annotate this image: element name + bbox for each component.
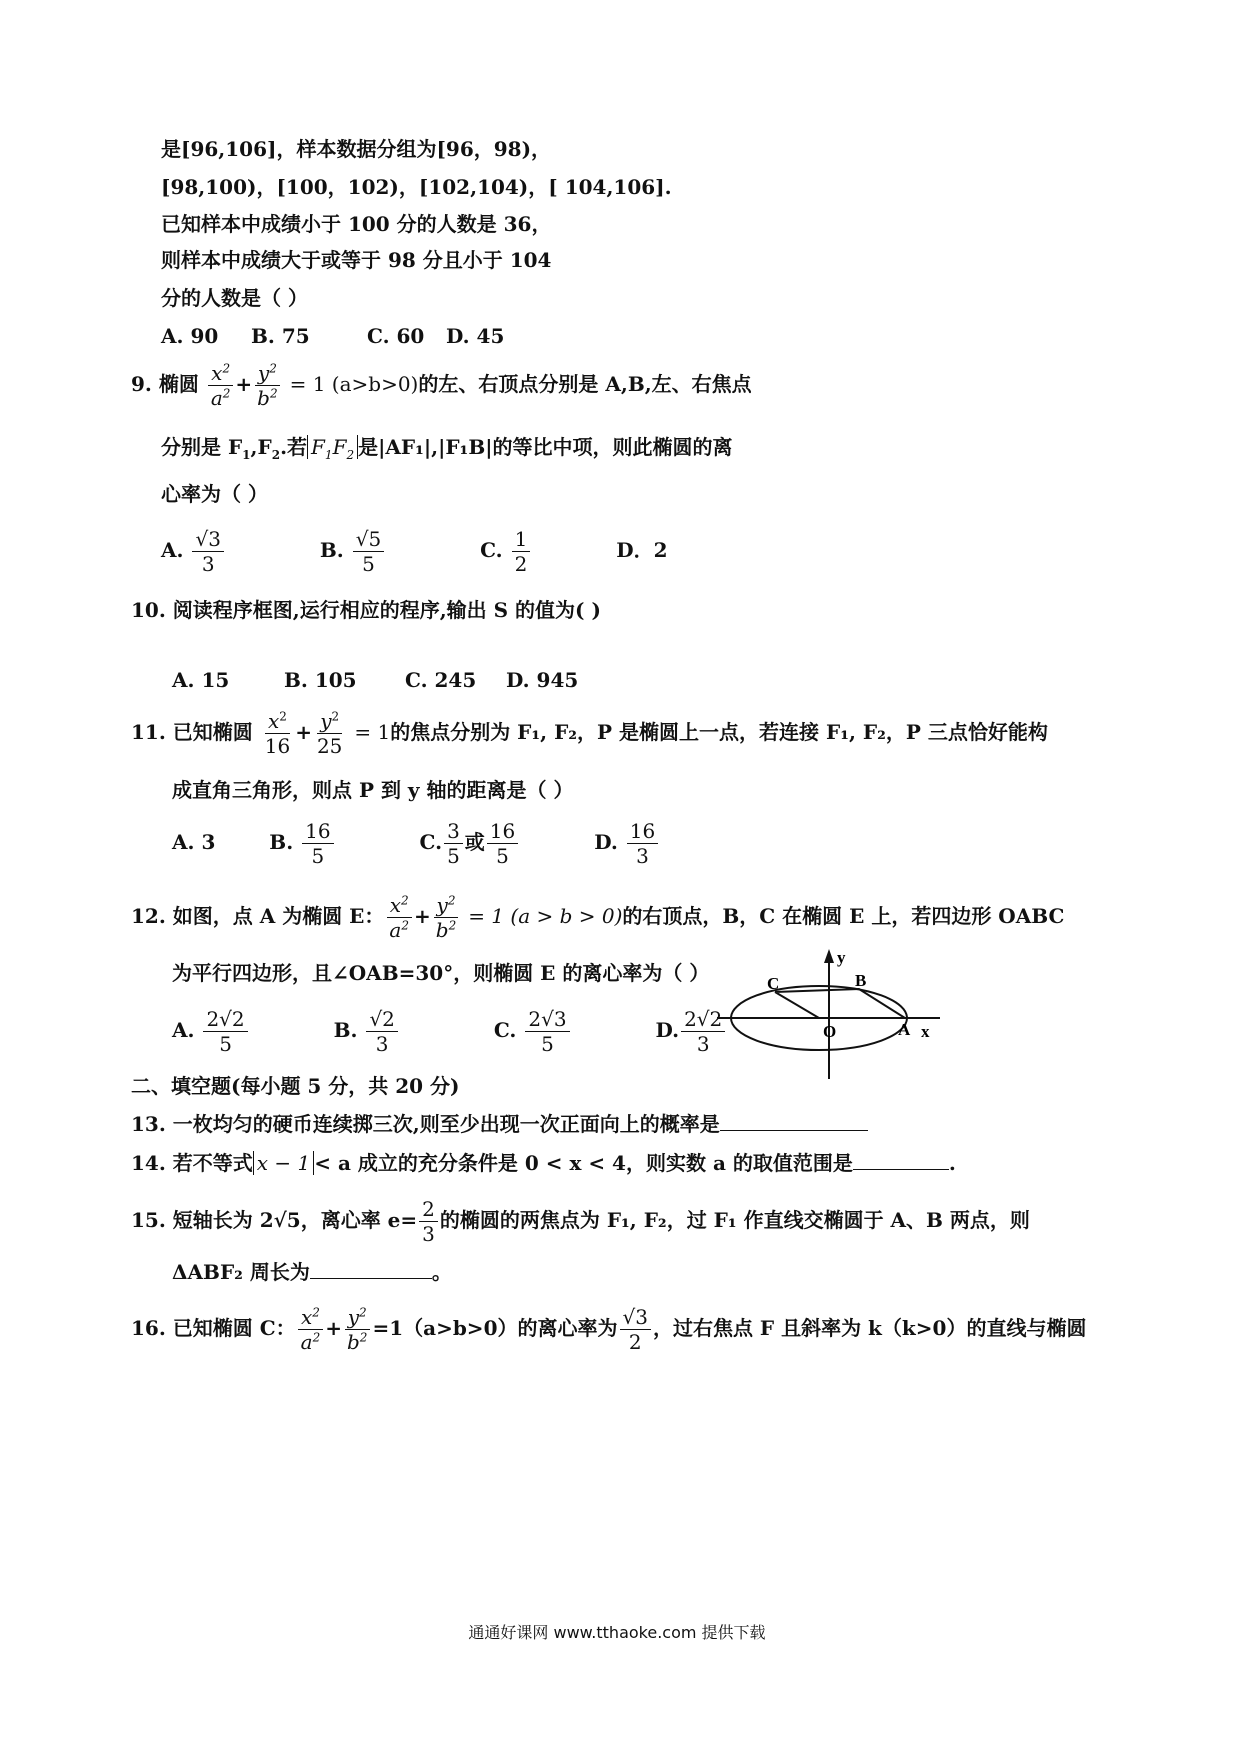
q11-options — [172, 820, 660, 867]
q8-line1: 是[96,106]，样本数据分组为[96，98)， — [161, 137, 552, 161]
q9-lead: 椭圆 — [158, 372, 199, 396]
q11-option-c-value1: $\frac{3}{5}$ — [444, 820, 463, 867]
q12-number: 12. — [131, 904, 166, 928]
q9-frac-y: $\frac{y^2}{b^2}$ — [254, 362, 280, 409]
q11-tail: 的焦点分别为 F₁, F₂，P 是椭圆上一点，若连接 F₁, F₂，P 三点恰好能构 — [390, 720, 1048, 744]
q16-e-value: $\frac{√3}{2}$ — [620, 1306, 651, 1353]
q16-line1: 16. 已知椭圆 C： $\frac{x^2}{a^2}$ + $\frac{y^2}{b^2}$ =1（a>b>0）的离心率为 $\frac{√3}{2}$ ，过右焦点 F 且斜率为 k（k>0）的直线与椭圆 — [131, 1305, 1087, 1354]
q9-abs-f1f2: $F_1F_2$ — [307, 435, 358, 459]
q8-line5: 分的人数是（ ） — [161, 286, 308, 310]
q11-frac-x: $\frac{x^2}{16}$ — [264, 709, 291, 758]
parallelogram-oabc — [775, 989, 905, 1018]
q16-eq: =1（a>b>0）的离心率为 — [372, 1316, 618, 1340]
q11-option-c: C. — [419, 830, 443, 854]
q11-line1: 11. 已知椭圆 $\frac{x^2}{16}$ + $\frac{y^2}{25}$ = 1的焦点分别为 F₁, F₂，P 是椭圆上一点，若连接 F₁, F₂，P 三点恰好能构 — [131, 709, 1048, 758]
q10-option-d: D. 945 — [506, 668, 579, 692]
q13-line — [131, 1114, 868, 1134]
page-footer: 通通好课网 www.tthaoke.com 提供下载 — [468, 1623, 766, 1642]
q15-mid: ，离心率 e= — [300, 1208, 418, 1232]
label-o: O — [823, 1022, 837, 1041]
q11-lead: 已知椭圆 — [172, 720, 253, 744]
q12-line1: 12. 如图，点 A 为椭圆 E： $\frac{x^2}{a^2}$ + $\frac{y^2}{b^2}$ = 1 (a > b > 0)的右顶点，B，C 在椭圆 E 上，若四边形 OABC — [131, 893, 1065, 942]
q14-answer-blank[interactable] — [853, 1169, 949, 1170]
q14-lead: 14. 若不等式 — [131, 1151, 253, 1175]
q16-tail: ，过右焦点 F 且斜率为 k（k>0）的直线与椭圆 — [652, 1316, 1087, 1340]
q11-option-d-value: $\frac{16}{3}$ — [627, 820, 658, 867]
q12-tail: 的右顶点，B，C 在椭圆 E 上，若四边形 OABC — [622, 904, 1065, 928]
q9-option-c: C. — [480, 538, 503, 562]
q15-lead: 15. 短轴长为 2 — [131, 1208, 274, 1232]
q10-option-c: C. 245 — [405, 668, 477, 692]
q11-option-b-value: $\frac{16}{5}$ — [302, 820, 333, 867]
q9-tail: 的左、右顶点分别是 A,B,左、右焦点 — [418, 372, 752, 396]
q9-line2-tail: 是|AF₁|,|F₁B|的等比中项，则此椭圆的离 — [358, 435, 733, 459]
q8-option-b: B. 75 — [251, 324, 310, 348]
q12-frac-x: $\frac{x^2}{a^2}$ — [386, 894, 412, 941]
q14-line — [131, 1153, 956, 1173]
y-axis-arrow — [824, 949, 834, 963]
q16-frac-x: $\frac{x^2}{a^2}$ — [298, 1306, 324, 1353]
q11-frac-y: $\frac{y^2}{25}$ — [316, 709, 343, 758]
label-x: x — [921, 1022, 930, 1041]
q15-line1: 15. 短轴长为 2√5，离心率 e= $\frac{2}{3}$ 的椭圆的两焦点为 F₁, F₂，过 F₁ 作直线交椭圆于 A、B 两点，则 — [131, 1197, 1030, 1246]
label-a: A — [898, 1020, 911, 1039]
q16-frac-y: $\frac{y^2}{b^2}$ — [344, 1306, 370, 1353]
q16-lead: 16. 已知椭圆 C： — [131, 1316, 296, 1340]
q12-option-c: C. — [493, 1018, 517, 1042]
q11-option-d: D. — [594, 830, 618, 854]
q12-frac-y: $\frac{y^2}{b^2}$ — [433, 894, 459, 941]
q9-number: 9. — [131, 372, 152, 396]
q15-answer-blank[interactable] — [310, 1278, 432, 1279]
q9-option-b-value: $\frac{√5}{5}$ — [353, 528, 384, 575]
q10-option-a: A. 15 — [172, 668, 230, 692]
q9-option-a-value: $\frac{√3}{3}$ — [192, 528, 223, 575]
q15-tail: 的椭圆的两焦点为 F₁, F₂，过 F₁ 作直线交椭圆于 A、B 两点，则 — [439, 1208, 1030, 1232]
q12-line2: 为平行四边形，且∠OAB=30°，则椭圆 E 的离心率为（ ） — [172, 961, 710, 985]
q14-end: . — [948, 1151, 956, 1175]
q11-option-a: A. 3 — [172, 830, 216, 854]
q14-mid: < a 成立的充分条件是 0 < x < 4，则实数 a 的取值范围是 — [314, 1151, 853, 1175]
q9-line2: 分别是 $F_1,F_2$.若 $F_1F_2$ 是|AF₁|,|F₁B|的等比中项，则此椭圆的离 — [161, 435, 733, 462]
q9-line2-lead: 分别是 F — [161, 435, 243, 459]
q13-answer-blank[interactable] — [720, 1130, 868, 1131]
q9-frac-x: $\frac{x^2}{a^2}$ — [208, 362, 234, 409]
q11-option-c-or: 或 — [464, 830, 485, 854]
label-y: y — [837, 948, 846, 967]
q9-option-b: B. — [319, 538, 344, 562]
q8-line4: 则样本中成绩大于或等于 98 分且小于 104 — [161, 248, 552, 272]
q12-option-b-value: $\frac{√2}{3}$ — [366, 1008, 397, 1055]
q9-option-d: D．2 — [616, 538, 668, 562]
q15-line2 — [172, 1262, 452, 1282]
q13-stem: 13. 一枚均匀的硬币连续掷三次,则至少出现一次正面向上的概率是 — [131, 1112, 720, 1136]
q10-stem: 10. 阅读程序框图,运行相应的程序,输出 S 的值为( ) — [131, 598, 601, 622]
q12-options — [172, 1008, 727, 1055]
q9-option-a: A. — [161, 538, 184, 562]
q12-option-a: A. — [172, 1018, 195, 1042]
q8-option-d: D. 45 — [446, 324, 505, 348]
q9-option-c-value: $\frac{1}{2}$ — [512, 528, 531, 575]
q15-line2-text: ΔABF₂ 周长为 — [172, 1260, 310, 1284]
q9-equation: = 1 (a>b>0) — [289, 372, 419, 396]
q12-option-d-value: $\frac{2√2}{3}$ — [681, 1008, 725, 1055]
label-b: B — [855, 971, 867, 990]
q11-equation: = 1 — [354, 720, 391, 744]
q12-option-a-value: $\frac{2√2}{5}$ — [203, 1008, 247, 1055]
q8-line3: 已知样本中成绩小于 100 分的人数是 36， — [161, 212, 552, 236]
q8-line2: [98,100)，[100，102)，[102,104)，[ 104,106]. — [161, 175, 672, 199]
q11-line2: 成直角三角形，则点 P 到 y 轴的距离是（ ） — [172, 778, 574, 802]
q12-option-d: D. — [655, 1018, 680, 1042]
q10-option-b: B. 105 — [284, 668, 357, 692]
q14-abs: x − 1 — [253, 1151, 314, 1175]
q11-number: 11. — [131, 720, 166, 744]
q12-ellipse-figure — [715, 945, 950, 1085]
q8-option-a: A. 90 — [161, 324, 219, 348]
q15-e-value: $\frac{2}{3}$ — [419, 1198, 438, 1245]
q12-option-b: B. — [333, 1018, 358, 1042]
q9-line1: 9. 椭圆 $\frac{x^2}{a^2}$ + $\frac{y^2}{b^2}$ = 1 (a>b>0)的左、右顶点分别是 A,B,左、右焦点 — [131, 361, 752, 410]
label-c: C — [767, 974, 780, 993]
section-title-fill-in: 二、填空题(每小题 5 分，共 20 分) — [131, 1074, 460, 1098]
q11-option-c-value2: $\frac{16}{5}$ — [487, 820, 518, 867]
q12-equation: = 1 (a > b > 0) — [468, 904, 623, 928]
q11-option-b: B. — [269, 830, 294, 854]
q12-option-c-value: $\frac{2√3}{5}$ — [525, 1008, 569, 1055]
q8-option-c: C. 60 — [367, 324, 425, 348]
q9-line3: 心率为（ ） — [161, 482, 268, 506]
q9-options — [161, 528, 668, 575]
q15-end: 。 — [431, 1260, 452, 1284]
q12-lead: 如图，点 A 为椭圆 E： — [172, 904, 385, 928]
